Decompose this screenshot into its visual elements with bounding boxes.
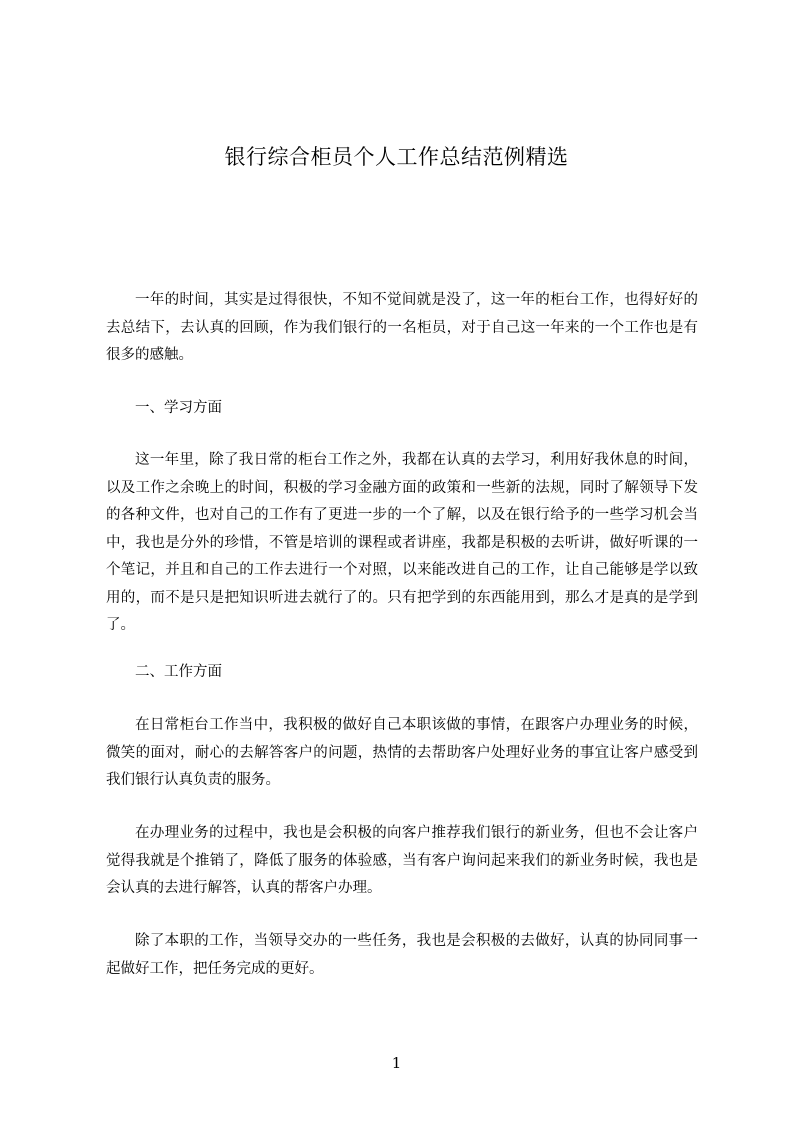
study-paragraph: 这一年里，除了我日常的柜台工作之外，我都在认真的去学习，利用好我休息的时间，以及工作之余晚上的时间，积极的学习金融方面的政策和一些新的法规，同时了解领导下发的各种文件，也对自己的工作有了更进一步的一个了解，以及在银行给予的一些学习机会当中，我也是分外的珍惜，不管是培训的课程或者讲座，我都是积极的去听讲，做好听课的一个笔记，并且和自己的工作去进行一个对照，以来能改进自己的工作，让自己能够是学以致用的，而不是只是把知识听进去就行了的。只有把学到的东西能用到，那么才是真的是学到了。 bbox=[106, 452, 698, 633]
intro-paragraph: 一年的时间，其实是过得很快，不知不觉间就是没了，这一年的柜台工作，也得好好的去总结下，去认真的回顾，作为我们银行的一名柜员，对于自己这一年来的一个工作也是有很多的感触。 bbox=[106, 292, 698, 363]
document-title: 银行综合柜员个人工作总结范例精选 bbox=[224, 145, 569, 169]
section-heading-study: 一、学习方面 bbox=[135, 400, 222, 416]
work-paragraph-3: 除了本职的工作，当领导交办的一些任务，我也是会积极的去做好，认真的协同同事一起做好工作，把任务完成的更好。 bbox=[106, 933, 698, 977]
page-number: 1 bbox=[391, 1054, 402, 1072]
section-heading-work: 二、工作方面 bbox=[135, 664, 222, 680]
work-paragraph-2: 在办理业务的过程中，我也是会积极的向客户推荐我们银行的新业务，但也不会让客户觉得我就是个推销了，降低了服务的体验感，当有客户询问起来我们的新业务时候，我也是会认真的去进行解答，认真的帮客户办理。 bbox=[106, 825, 698, 896]
work-paragraph-1: 在日常柜台工作当中，我积极的做好自己本职该做的事情，在跟客户办理业务的时候，微笑的面对，耐心的去解答客户的问题，热情的去帮助客户处理好业务的事宜让客户感受到我们银行认真负责的服务。 bbox=[106, 717, 698, 788]
